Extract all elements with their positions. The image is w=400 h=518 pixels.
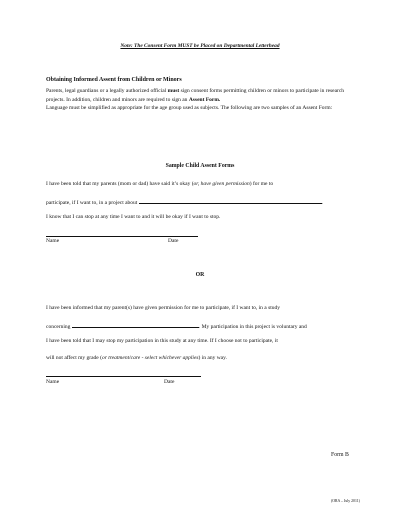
form2-line1: I have been informed that my parent(s) have given permission for me to participate, if I want to, in a study	[46, 305, 280, 311]
intro-text-2: sign consent forms permitting children or minors to participate in research projects. In addition, children and minors are required to sign an	[46, 88, 345, 103]
letterhead-note: Note: The Consent Form MUST be Placed on Departmental Letterhead	[120, 43, 280, 49]
form1-date-label: Date	[168, 238, 179, 244]
form2-line2-prefix: concerning	[46, 324, 72, 330]
form2-line4-suffix: ) in any way.	[198, 355, 227, 361]
form1-line3: I know that I can stop at any time I want to and it will be okay if I want to stop.	[46, 214, 221, 220]
form2-signature-line[interactable]	[46, 376, 201, 377]
form1-line1-italic: or, have given permission	[193, 181, 250, 187]
intro-text-1: Parents, legal guardians or a legally authorized official	[46, 88, 168, 94]
intro-paragraph	[46, 87, 359, 113]
form2-line2-suffix: . My participation in this project is voluntary and	[198, 324, 307, 330]
section-title: Obtaining Informed Assent from Children or Minors	[46, 77, 182, 83]
form2-line4	[46, 355, 227, 361]
form1-line1-prefix: I have been told that my parents (mom or dad) have said it’s okay (	[46, 181, 194, 187]
intro-must: must	[167, 88, 180, 94]
project-topic-blank[interactable]	[139, 198, 322, 204]
form1-line2-suffix: .	[321, 200, 324, 206]
form2-line4-prefix: will not affect my grade (	[46, 355, 102, 361]
form1-name-label: Name	[46, 238, 60, 244]
form-label: Form B	[331, 452, 349, 458]
footer-code: (ORA – July 2011)	[331, 499, 360, 503]
form2-line2	[46, 322, 307, 330]
form1-line1-suffix: ) for me to	[249, 181, 274, 187]
intro-text-3: Language must be simplified as appropriate for the age group used as subjects. The following are two samples of an Assent Form:	[46, 105, 333, 112]
form2-line4-italic: or treatment/care - select whichever applies	[101, 355, 199, 361]
form1-line2	[46, 198, 323, 206]
form1-line1	[46, 181, 273, 187]
sample-title: Sample Child Assent Forms	[165, 163, 235, 169]
form2-line3: I have been told that I may stop my participation in this study at any time. If I choose not to participate, it	[46, 338, 278, 344]
form2-name-label: Name	[46, 379, 60, 385]
or-separator: OR	[195, 272, 205, 278]
study-topic-blank[interactable]	[72, 322, 199, 328]
form2-date-label: Date	[164, 379, 175, 385]
form1-signature-line[interactable]	[46, 236, 198, 237]
intro-assent-form: Assent Form.	[188, 96, 221, 103]
form1-line2-prefix: participate, if I want to, in a project about	[46, 200, 139, 206]
